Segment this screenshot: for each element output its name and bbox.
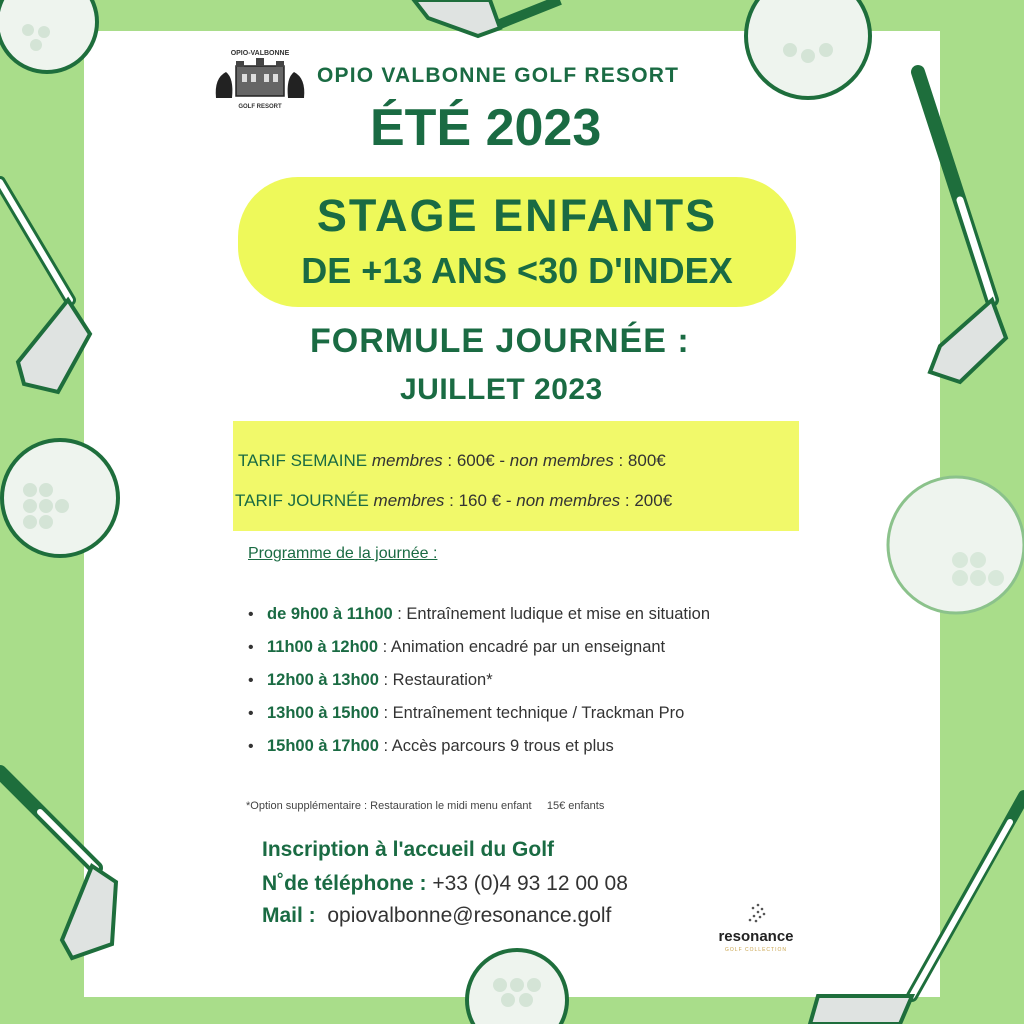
list-item: • 15h00 à 17h00 : Accès parcours 9 trous et plus xyxy=(248,737,614,755)
list-item: • 11h00 à 12h00 : Animation encadré par un enseignant xyxy=(248,638,666,656)
schedule-desc: : Restauration* xyxy=(378,671,493,689)
golf-club-icon xyxy=(0,772,116,958)
golf-club-icon xyxy=(810,796,1024,1024)
schedule-time: 15h00 à 17h00 xyxy=(267,737,379,755)
resort-logo xyxy=(212,50,308,114)
golf-club-icon xyxy=(414,0,560,36)
resonance-logo xyxy=(706,902,806,962)
schedule-time: 13h00 à 15h00 xyxy=(267,704,379,722)
non-members-label: non membres xyxy=(509,451,614,470)
season-title: ÉTÉ 2023 xyxy=(370,99,602,157)
golf-ball-icon xyxy=(2,440,118,556)
golf-ball-icon xyxy=(0,0,97,72)
program-title: Programme de la journée : xyxy=(248,545,438,562)
mail-line xyxy=(262,904,611,928)
schedule-desc: : Entraînement technique / Trackman Pro xyxy=(378,704,685,722)
golf-ball-icon xyxy=(746,0,870,98)
members-label: membres xyxy=(371,451,443,470)
schedule-list xyxy=(248,598,808,763)
brand-tagline: GOLF COLLECTION xyxy=(725,947,787,953)
list-item: • 13h00 à 15h00 : Entraînement technique / Trackman Pro xyxy=(248,704,685,722)
banner-line-1: STAGE ENFANTS xyxy=(316,190,718,241)
schedule-time: de 9h00 à 11h00 xyxy=(267,605,393,623)
price-box xyxy=(233,421,799,531)
schedule-time: 12h00 à 13h00 xyxy=(267,671,379,689)
price-label: TARIF JOURNÉE xyxy=(235,491,369,510)
logo-top-text: OPIO-VALBONNE xyxy=(230,50,290,57)
non-members-price: : 800€ xyxy=(613,451,666,470)
non-members-price: : 200€ xyxy=(620,491,673,510)
phone-number: +33 (0)4 93 12 00 08 xyxy=(432,872,628,895)
golf-ball-icon xyxy=(888,477,1024,613)
members-price: : 160 € - xyxy=(444,491,517,510)
golf-club-icon xyxy=(918,72,1006,382)
resort-name: OPIO VALBONNE GOLF RESORT xyxy=(317,64,680,87)
schedule-time: 11h00 à 12h00 xyxy=(267,638,379,656)
non-members-label: non membres xyxy=(516,491,621,510)
logo-bottom-text: GOLF RESORT xyxy=(238,104,282,110)
members-label: membres xyxy=(373,491,445,510)
brand-name: resonance xyxy=(718,928,794,945)
mail-address: opiovalbonne@resonance.golf xyxy=(327,904,612,927)
list-item: • de 9h00 à 11h00 : Entraînement ludique et mise en situation xyxy=(248,605,711,623)
phone-line xyxy=(262,872,628,896)
price-label: TARIF SEMAINE xyxy=(238,451,368,470)
list-item: • 12h00 à 13h00 : Restauration* xyxy=(248,671,493,689)
price-row-week xyxy=(238,451,666,471)
members-price: : 600€ - xyxy=(442,451,510,470)
formula-month: JUILLET 2023 xyxy=(400,373,603,406)
schedule-desc: : Animation encadré par un enseignant xyxy=(378,638,666,656)
phone-label: N˚de téléphone : xyxy=(262,872,433,895)
dotted-swirl-icon xyxy=(744,902,770,926)
price-row-day xyxy=(235,491,672,511)
formula-title: FORMULE JOURNÉE : xyxy=(310,322,690,360)
footnote: *Option supplémentaire : Restauration le midi menu enfant 15€ enfants xyxy=(246,800,605,812)
registration-text: Inscription à l'accueil du Golf xyxy=(262,838,555,861)
golf-club-icon xyxy=(0,182,90,392)
mail-label: Mail : xyxy=(262,904,328,927)
schedule-desc: : Entraînement ludique et mise en situation xyxy=(392,605,711,623)
banner-line-2: DE +13 ANS <30 D'INDEX xyxy=(301,250,733,291)
golf-ball-icon xyxy=(467,950,567,1024)
schedule-desc: : Accès parcours 9 trous et plus xyxy=(378,737,614,755)
castle-lions-crest-icon xyxy=(212,58,308,104)
